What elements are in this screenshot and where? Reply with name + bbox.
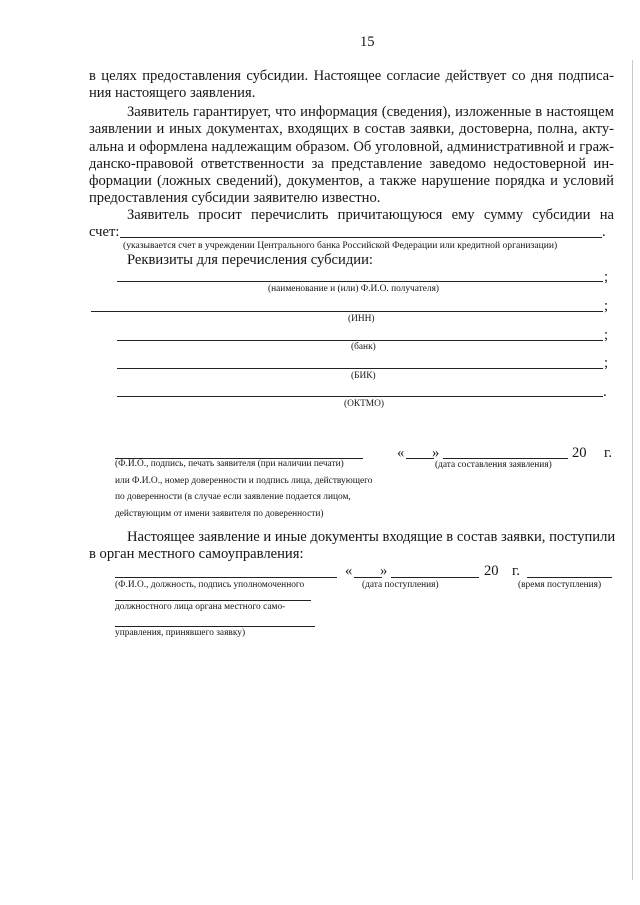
paragraph2-line3: альна и оформлена надлежащим образом. Об уголовной, административной и граж- <box>89 139 614 155</box>
recipient-name-end: ; <box>604 269 609 285</box>
oktmo-caption: (ОКТМО) <box>344 399 384 409</box>
bik-caption: (БИК) <box>351 371 376 381</box>
paragraph2-line5: формации (ложных сведений), документов, а также нарушение порядка и условий <box>89 173 614 189</box>
official-caption: (Ф.И.О., должность, подпись уполномоченного <box>115 580 305 590</box>
bik-line[interactable] <box>117 368 603 369</box>
date-open-quote: « <box>397 445 405 461</box>
received-month-line[interactable] <box>391 577 479 578</box>
application-date-caption: (дата составления заявления) <box>435 460 552 470</box>
recipient-name-caption: (наименование и (или) Ф.И.О. получателя) <box>268 284 440 294</box>
paragraph2-line4: данско-правовой ответственности за представление заведомо недостоверной ин- <box>89 156 614 172</box>
bik-end: ; <box>604 355 609 371</box>
official-signature-line[interactable] <box>115 577 337 578</box>
inn-end: ; <box>604 298 609 314</box>
application-year-suffix: г. <box>604 445 612 461</box>
paragraph2-line6: предоставления субсидии заявителю известно. <box>89 190 381 206</box>
applicant-signature-caption: (Ф.И.О., подпись, печать заявителя (при наличии печати) <box>115 459 344 469</box>
inn-caption: (ИНН) <box>348 314 375 324</box>
applicant-signature-caption-3: по доверенности (в случае если заявление подается лицом, <box>115 492 351 502</box>
application-day-line[interactable] <box>406 458 434 459</box>
applicant-signature-caption-4: действующим от имени заявителя по доверенности) <box>115 509 324 519</box>
oktmo-line[interactable] <box>117 396 603 397</box>
paragraph3-line1: Заявитель просит перечислить причитающуюся ему сумму субсидии на <box>127 207 614 223</box>
account-line[interactable] <box>120 237 602 238</box>
paragraph2-line1: Заявитель гарантирует, что информация (сведения), изложенные в настоящем <box>127 104 614 120</box>
received-date-open-quote: « <box>345 563 353 579</box>
requisites-title: Реквизиты для перечисления субсидии: <box>127 252 373 268</box>
official-line-3[interactable] <box>115 626 315 627</box>
official-caption-3: управления, принявшего заявку) <box>115 628 246 638</box>
account-caption: (указывается счет в учреждении Центрального банка Российской Федерации или кредитной организации) <box>123 240 558 251</box>
paragraph1-line1: в целях предоставления субсидии. Настоящее согласие действует со дня подписа- <box>89 68 614 84</box>
received-time-line[interactable] <box>527 577 612 578</box>
official-caption-2: должностного лица органа местного само- <box>115 602 286 612</box>
received-time-caption: (время поступления) <box>518 580 602 590</box>
paragraph2-line2: заявлении и иных документах, входящих в состав заявки, достоверна, полна, акту- <box>89 121 614 137</box>
application-year-prefix: 20 <box>572 445 587 461</box>
received-day-line[interactable] <box>354 577 382 578</box>
received-date-close-quote: » <box>380 563 388 579</box>
page-number: 15 <box>360 34 375 50</box>
paragraph1-line2: ния настоящего заявления. <box>89 85 256 101</box>
oktmo-end: . <box>603 384 607 400</box>
inn-line[interactable] <box>91 311 603 312</box>
received-line1: Настоящее заявление и иные документы входящие в состав заявки, поступили <box>127 529 616 545</box>
date-close-quote: » <box>432 445 440 461</box>
bank-end: ; <box>604 327 609 343</box>
account-line-end: . <box>602 224 606 240</box>
account-label: счет: <box>89 224 120 240</box>
bank-caption: (банк) <box>351 342 376 352</box>
application-month-line[interactable] <box>443 458 568 459</box>
bank-line[interactable] <box>117 340 603 341</box>
received-year-prefix: 20 <box>484 563 499 579</box>
recipient-name-line[interactable] <box>117 281 603 282</box>
page-right-edge <box>632 60 633 880</box>
received-line2: в орган местного самоуправления: <box>89 546 304 562</box>
received-year-suffix: г. <box>512 563 520 579</box>
applicant-signature-caption-2: или Ф.И.О., номер доверенности и подпись лица, действующего <box>115 476 373 486</box>
official-line-2[interactable] <box>115 600 311 601</box>
received-date-caption: (дата поступления) <box>362 580 439 590</box>
